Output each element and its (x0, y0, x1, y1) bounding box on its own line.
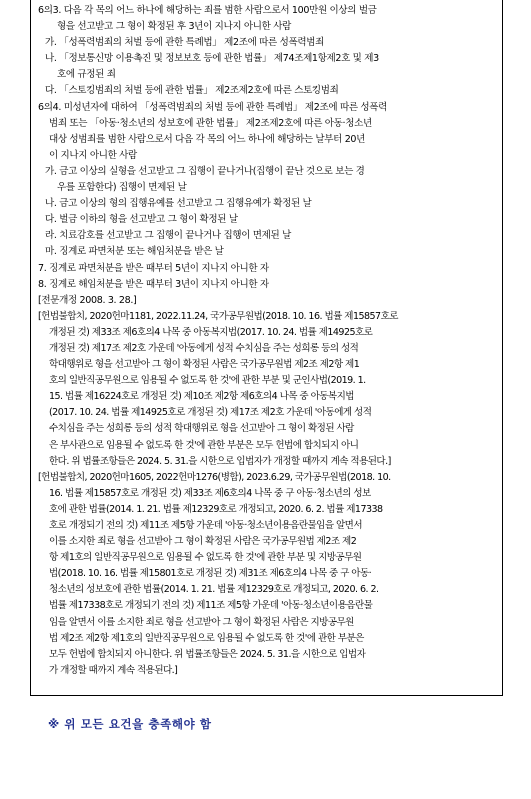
decision-1-line-9: 은 부사관으로 임용될 수 없도록 한 것'에 관한 부분은 모두 헌법에 합치되지 아니 (49, 439, 359, 451)
clause-6-4-line-1: 6의4. 미성년자에 대하여 「성폭력범죄의 처벌 등에 관한 특례법」 제2조에 따른 성폭력 (38, 101, 388, 113)
clause-6-3-line-1: 6의3. 다음 각 목의 어느 하나에 해당하는 죄를 범한 사람으로서 100만원 이상의 벌금 (38, 5, 377, 16)
decision-2-line-11: 법 제2조 제2항 제1호의 일반직공무원으로 임용될 수 없도록 한 것'에 관한 부분은 (49, 632, 364, 644)
decision-1-line-6: 15. 법률 제16224호로 개정된 것) 제10조 제2항 제6호의4 나목 중 아동복지법 (49, 391, 354, 403)
decision-1-line-1: [헌법불합치, 2020헌마1181, 2022.11.24, 국가공무원법(2018. 10. 16. 법률 제15857호로 (38, 310, 398, 322)
decision-2-line-13: 가 개정할 때까지 계속 적용된다.] (49, 664, 178, 676)
amendment-note: [전문개정 2008. 3. 28.] (38, 294, 137, 306)
decision-1-line-3: 개정된 것) 제17조 제2호 가운데 '아동에게 성적 수치심을 주는 성희롱 등의 성적 (49, 342, 359, 354)
decision-1-line-8: 수치심을 주는 성희롱 등의 성적 학대행위로 형을 선고받아 그 형이 확정된 사람 (49, 423, 354, 435)
decision-2-line-1: [헌법불합치, 2020헌마1605, 2022헌마1276(병합), 2023.6.29, 국가공무원법(2018. 10. (38, 471, 391, 483)
decision-2-line-7: 법(2018. 10. 16. 법률 제15801호로 개정된 것) 제31조 제6호의4 나목 중 구 아동· (49, 568, 372, 580)
clause-6-3-item-ga: 가. 「성폭력범죄의 처벌 등에 관한 특례법」 제2조에 따른 성폭력범죄 (45, 37, 324, 49)
clause-6-4-line-2: 범죄 또는 「아동·청소년의 성보호에 관한 법률」 제2조제2호에 따른 아동·청소년 (49, 117, 372, 129)
decision-1-line-4: 학대행위로 형을 선고받아 그 형이 확정된 사람은 국가공무원법 제2조 제2항 제1 (49, 359, 360, 371)
clause-6-4-line-3: 대상 성범죄를 범한 사람으로서 다음 각 목의 어느 하나에 해당하는 날부터 20년 (49, 133, 366, 145)
clause-6-4-item-ga-line-2: 우를 포함한다) 집행이 면제된 날 (57, 182, 187, 194)
decision-1-line-5: 호의 일반직공무원으로 임용될 수 없도록 한 것'에 관한 부분 및 군인사법(2019. 1. (49, 375, 366, 387)
decision-2-line-5: 이를 소지한 죄로 형을 선고받아 그 형이 확정된 사람은 국가공무원법 제2조 제2 (49, 536, 357, 548)
decision-2-line-4: 호로 개정되기 전의 것) 제11조 제5항 가운데 '아동·청소년이용음란물임을 알면서 (49, 520, 363, 531)
clause-6-4-item-ra: 라. 치료감호를 선고받고 그 집행이 끝나거나 집행이 면제된 날 (45, 230, 291, 242)
clause-6-3-item-na-line-1: 나. 「정보통신망 이용촉진 및 정보보호 등에 관한 법률」 제74조제1항제2호 및 제3 (45, 53, 379, 65)
legal-text-box (30, 0, 503, 696)
clause-6-4-item-ma: 마. 징계로 파면처분 또는 해임처분을 받은 날 (45, 246, 224, 258)
clause-6-4-item-ga-line-1: 가. 금고 이상의 실형을 선고받고 그 집행이 끝나거나(집행이 끝난 것으로 보는 경 (45, 165, 365, 177)
decision-1-line-2: 개정된 것) 제33조 제6호의4 나목 중 아동복지법(2017. 10. 24. 법률 제14925호로 (49, 326, 373, 338)
decision-2-line-9: 법률 제17338호로 개정되기 전의 것) 제11조 제5항 가운데 '아동·청소년이용음란물 (49, 600, 373, 612)
clause-6-4-item-na: 나. 금고 이상의 형의 집행유예를 선고받고 그 집행유예가 확정된 날 (45, 198, 312, 210)
decision-2-line-12: 모두 헌법에 합치되지 아니한다. 위 법률조항들은 2024. 5. 31.을 시한으로 입법자 (49, 648, 366, 660)
decision-2-line-2: 16. 법률 제15857호로 개정된 것) 제33조 제6호의4 나목 중 구 아동·청소년의 성보 (49, 487, 371, 499)
clause-6-3-line-2: 형을 선고받고 그 형이 확정된 후 3년이 지나지 아니한 사람 (57, 21, 291, 33)
decision-2-line-3: 호에 관한 법률(2014. 1. 21. 법률 제12329호로 개정되고, 2020. 6. 2. 법률 제17338 (49, 503, 383, 515)
clause-6-4-line-4: 이 지나지 아니한 사람 (49, 149, 137, 161)
decision-1-line-10: 한다. 위 법률조항들은 2024. 5. 31.을 시한으로 입법자가 개정할 때까지 계속 적용된다.] (49, 455, 391, 467)
clause-8: 8. 징계로 해임처분을 받은 때부터 3년이 지나지 아니한 자 (38, 278, 269, 290)
clause-6-3-item-da: 다. 「스토킹범죄의 처벌 등에 관한 법률」 제2조제2호에 따른 스토킹범죄 (45, 85, 339, 97)
requirements-note: ※ 위 모든 요건을 충족해야 함 (48, 717, 212, 731)
clause-6-3-item-na-line-2: 호에 규정된 죄 (57, 69, 116, 81)
clause-6-4-item-da: 다. 벌금 이하의 형을 선고받고 그 형이 확정된 날 (45, 214, 238, 226)
decision-2-line-6: 항 제1호의 일반직공무원으로 임용될 수 없도록 한 것'에 관한 부분 및 지방공무원 (49, 552, 362, 564)
decision-2-line-8: 청소년의 성보호에 관한 법률(2014. 1. 21. 법률 제12329호로 개정되고, 2020. 6. 2. (49, 584, 379, 596)
decision-2-line-10: 임을 알면서 이를 소지한 죄로 형을 선고받아 그 형이 확정된 사람은 지방공무원 (49, 616, 354, 628)
decision-1-line-7: (2017. 10. 24. 법률 제14925호로 개정된 것) 제17조 제2호 가운데 '아동에게 성적 (49, 407, 372, 419)
clause-7: 7. 징계로 파면처분을 받은 때부터 5년이 지나지 아니한 자 (38, 262, 269, 274)
